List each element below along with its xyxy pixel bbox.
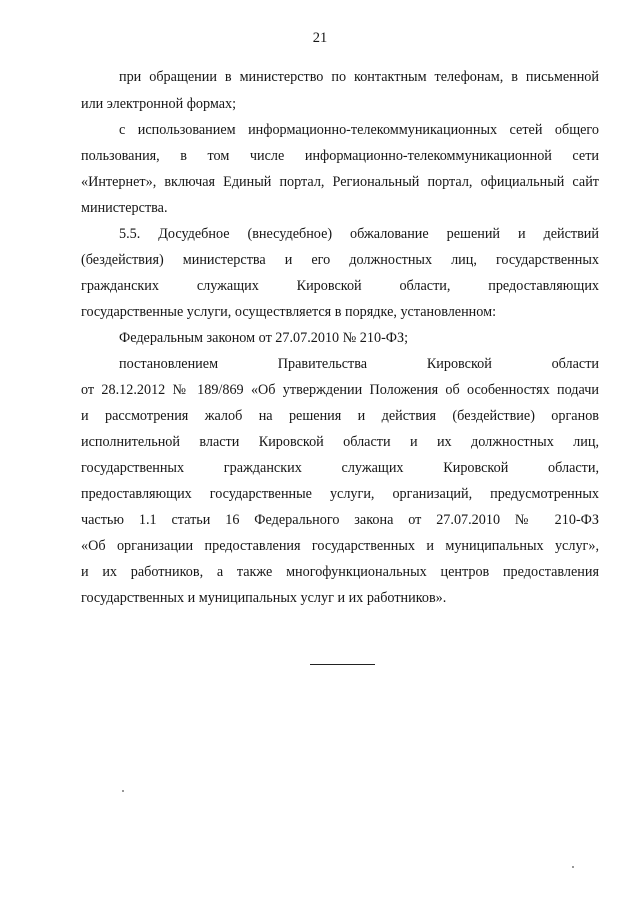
text-line: 5.5. Досудебное (внесудебное) обжалование решений и действий: [119, 226, 599, 242]
text-line: с использованием информационно-телекоммуникационных сетей общего: [119, 122, 599, 138]
text-line: при обращении в министерство по контактным телефонам, в письменной: [119, 69, 599, 85]
end-divider: [310, 664, 375, 665]
text-line: Федеральным законом от 27.07.2010 № 210-ФЗ;: [119, 330, 409, 346]
scan-speck: [572, 866, 574, 868]
text-line: «Об организации предоставления государственных и муниципальных услуг»,: [81, 538, 599, 554]
text-line: исполнительной власти Кировской области и их должностных лиц,: [81, 434, 599, 450]
text-line: (бездействия) министерства и его должностных лиц, государственных: [81, 252, 599, 268]
text-line: и их работников, а также многофункциональных центров предоставления: [81, 564, 599, 580]
page-number: 21: [312, 30, 328, 46]
scan-speck: [122, 790, 124, 792]
text-line: постановлением Правительства Кировской области: [119, 356, 599, 372]
text-line: государственные услуги, осуществляется в порядке, установленном:: [81, 304, 497, 320]
text-line: от 28.12.2012 № 189/869 «Об утверждении Положения об особенностях подачи: [81, 382, 599, 398]
text-line: «Интернет», включая Единый портал, Региональный портал, официальный сайт: [81, 174, 599, 190]
text-line: или электронной формах;: [81, 96, 237, 112]
text-line: гражданских служащих Кировской области, предоставляющих: [81, 278, 599, 294]
text-line: министерства.: [81, 200, 168, 216]
text-line: частью 1.1 статьи 16 Федерального закона от 27.07.2010 № 210-ФЗ: [81, 512, 599, 528]
text-line: государственных и муниципальных услуг и их работников».: [81, 590, 447, 606]
text-line: предоставляющих государственные услуги, организаций, предусмотренных: [81, 486, 599, 502]
text-line: пользования, в том числе информационно-телекоммуникационной сети: [81, 148, 599, 164]
text-line: государственных гражданских служащих Кировской области,: [81, 460, 599, 476]
text-line: и рассмотрения жалоб на решения и действия (бездействие) органов: [81, 408, 599, 424]
